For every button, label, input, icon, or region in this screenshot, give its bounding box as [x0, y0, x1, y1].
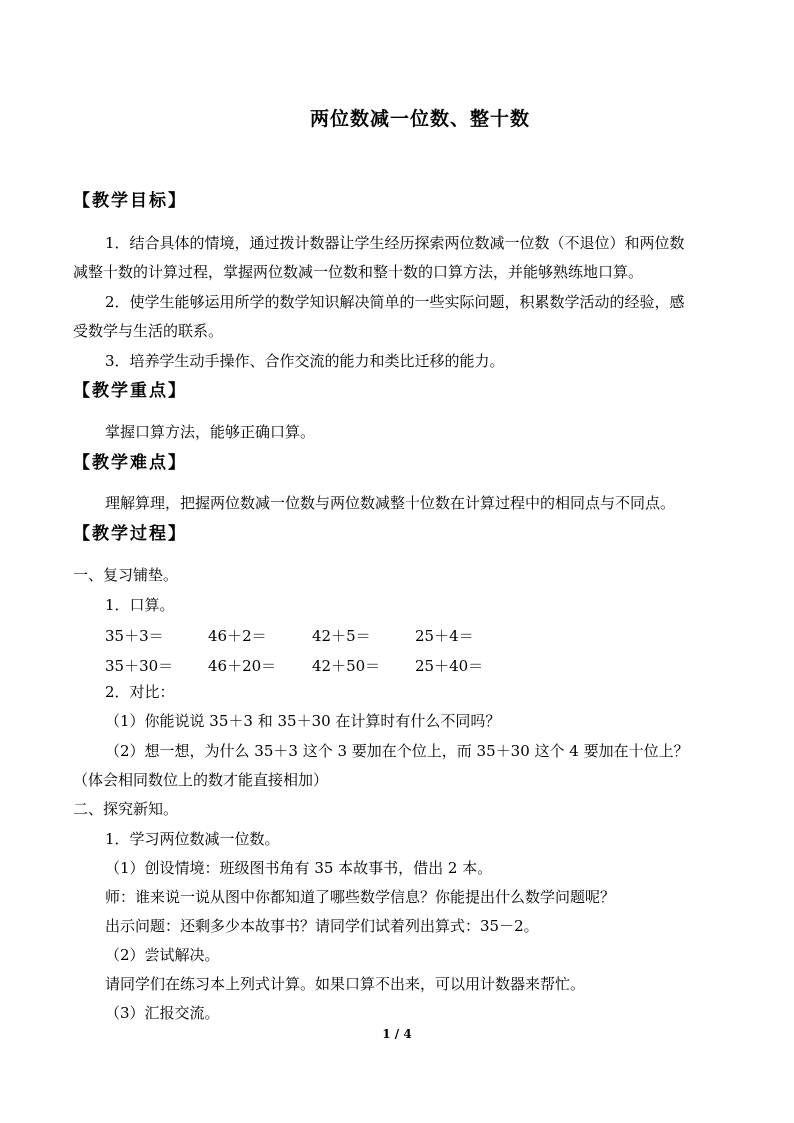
calc-row1-item: 25＋4＝ [415, 627, 474, 645]
calc-row1-item: 46＋2＝ [208, 627, 267, 645]
document-title: 两位数减一位数、整十数 [309, 108, 530, 130]
question-2: （2）想一想，为什么 35＋3 这个 3 要加在个位上，而 35＋30 这个 4 要加在十位上？ [105, 742, 689, 760]
key-heading: 【教学重点】 [73, 381, 187, 401]
question-1: （1）你能说说 35＋3 和 35＋30 在计算时有什么不同吗？ [105, 712, 501, 730]
learn-label: 1．学习两位数减一位数。 [105, 830, 280, 848]
key-text: 掌握口算方法，能够正确口算。 [105, 423, 316, 441]
question-2-note: （体会相同数位上的数才能直接相加） [73, 771, 329, 789]
goals-item3: 3．培养学生动手操作、合作交流的能力和类比迁移的能力。 [105, 352, 505, 370]
difficulty-heading: 【教学难点】 [73, 453, 187, 473]
step-2: （2）尝试解决。 [105, 946, 220, 964]
page-number: 1 / 4 [382, 1027, 412, 1041]
goals-heading: 【教学目标】 [73, 191, 187, 211]
calc-row2-item: 46＋20＝ [208, 657, 277, 675]
calc-row2-item: 25＋40＝ [415, 657, 484, 675]
calc-row2-item: 35＋30＝ [105, 657, 174, 675]
part2-heading: 二、探究新知。 [73, 800, 179, 818]
oral-calc-label: 1．口算。 [105, 596, 175, 614]
difficulty-text: 理解算理，把握两位数减一位数与两位数减整十位数在计算过程中的相同点与不同点。 [105, 494, 676, 512]
practice-instruction: 请同学们在练习本上列式计算。如果口算不出来，可以用计数器来帮忙。 [105, 975, 586, 993]
goals-item2-line2: 受数学与生活的联系。 [73, 322, 224, 340]
step-3: （3）汇报交流。 [105, 1004, 220, 1022]
calc-row2-item: 42＋50＝ [312, 657, 381, 675]
compare-label: 2．对比： [105, 683, 175, 701]
goals-item1-line2: 减整十数的计算过程，掌握两位数减一位数和整十数的口算方法，并能够熟练地口算。 [73, 263, 644, 281]
goals-item2-line1: 2．使学生能够运用所学的数学知识解决简单的一些实际问题，积累数学活动的经验，感 [105, 293, 685, 311]
calc-row1-item: 42＋5＝ [312, 627, 371, 645]
process-heading: 【教学过程】 [73, 524, 187, 544]
calc-row1-item: 35＋3＝ [105, 627, 164, 645]
part1-heading: 一、复习铺垫。 [73, 566, 179, 584]
step-1: （1）创设情境：班级图书角有 35 本故事书，借出 2 本。 [105, 859, 493, 877]
teacher-question: 师：谁来说一说从图中你都知道了哪些数学信息？你能提出什么数学问题呢？ [105, 888, 616, 906]
goals-item1-line1: 1．结合具体的情境，通过拨计数器让学生经历探索两位数减一位数（不退位）和两位数 [105, 234, 685, 252]
show-problem: 出示问题：还剩多少本故事书？请同学们试着列出算式：35－2。 [105, 917, 539, 935]
